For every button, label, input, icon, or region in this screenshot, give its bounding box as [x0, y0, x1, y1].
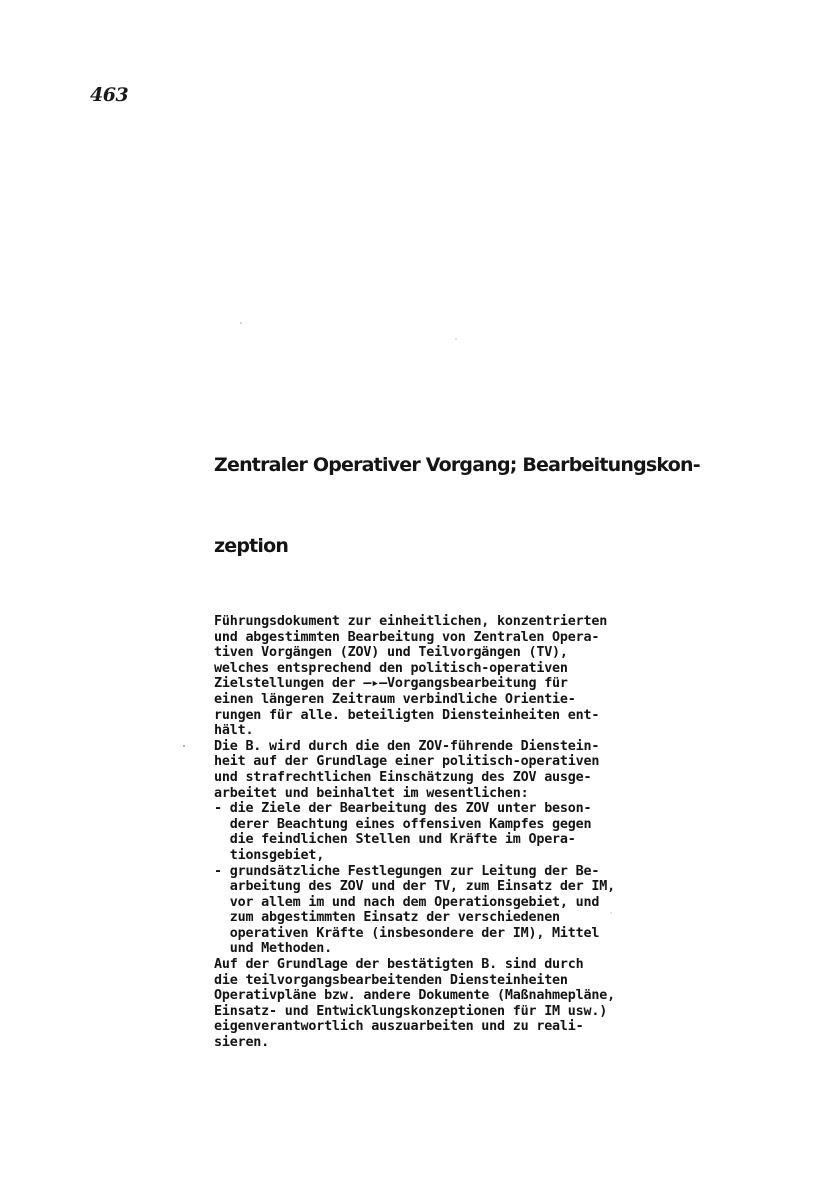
entry-body-line: vor allem im und nach dem Operationsgebiet, und	[214, 894, 600, 910]
entry-body	[214, 614, 714, 1051]
entry-body-line: Einsatz- und Entwicklungskonzeptionen für IM usw.)	[214, 1003, 608, 1019]
entry-body-line: heit auf der Grundlage einer politisch-operativen	[214, 754, 600, 770]
scan-speck	[610, 912, 612, 914]
entry-body-line: Führungsdokument zur einheitlichen, konzentrierten	[214, 614, 608, 629]
entry-body-line: arbeitet und beinhaltet im wesentlichen:	[214, 785, 529, 801]
entry-body-line: derer Beachtung eines offensiven Kampfes gegen	[214, 816, 592, 832]
entry-heading	[214, 398, 714, 614]
entry-body-line: Die B. wird durch die den ZOV-führende Dienstein-	[214, 738, 600, 754]
entry-body-line: tionsgebiet,	[214, 847, 325, 863]
scan-speck	[240, 322, 242, 324]
scan-speck	[300, 918, 302, 920]
entry-body-line: Auf der Grundlage der bestätigten B. sind durch	[214, 957, 584, 973]
entry-body-line: und strafrechtlichen Einschätzung des ZOV ausge-	[214, 769, 592, 785]
entry-body-line: rungen für alle. beteiligten Diensteinheiten ent-	[214, 707, 600, 723]
entry-body-line: eigenverantwortlich auszuarbeiten und zu reali-	[214, 1019, 584, 1035]
entry-body-line: operativen Kräfte (insbesondere der IM), Mittel	[214, 925, 600, 941]
dictionary-entry	[214, 398, 714, 1051]
scan-speck	[455, 338, 457, 340]
entry-body-line: tiven Vorgängen (ZOV) und Teilvorgängen (TV),	[214, 645, 568, 661]
entry-body-line: Zielstellungen der —▸—Vorgangsbearbeitung für	[214, 676, 568, 692]
entry-heading-line: Zentraler Operativer Vorgang; Bearbeitungskon-	[214, 454, 700, 476]
entry-body-line: zum abgestimmten Einsatz der verschiedenen	[214, 910, 560, 926]
entry-body-line: sieren.	[214, 1035, 270, 1051]
entry-body-line: und abgestimmten Bearbeitung von Zentralen Opera-	[214, 629, 600, 645]
entry-body-line: welches entsprechend den politisch-operativen	[214, 660, 568, 676]
entry-body-line: die teilvorgangsbearbeitenden Diensteinheiten	[214, 972, 568, 988]
entry-body-line: - die Ziele der Bearbeitung des ZOV unter beson-	[214, 801, 592, 817]
entry-body-line: und Methoden.	[214, 941, 332, 957]
entry-body-line: einen längeren Zeitraum verbindliche Orientie-	[214, 691, 576, 707]
entry-body-line: die feindlichen Stellen und Kräfte im Opera-	[214, 832, 576, 848]
entry-body-line: hält.	[214, 723, 254, 739]
entry-heading-line: zeption	[214, 535, 289, 557]
entry-body-line: arbeitung des ZOV und der TV, zum Einsatz der IM,	[214, 879, 615, 895]
page-number: 463	[90, 84, 129, 106]
entry-body-line: - grundsätzliche Festlegungen zur Leitung der Be-	[214, 863, 600, 879]
scan-speck	[183, 745, 185, 747]
entry-body-line: Operativpläne bzw. andere Dokumente (Maßnahmepläne,	[214, 988, 615, 1004]
